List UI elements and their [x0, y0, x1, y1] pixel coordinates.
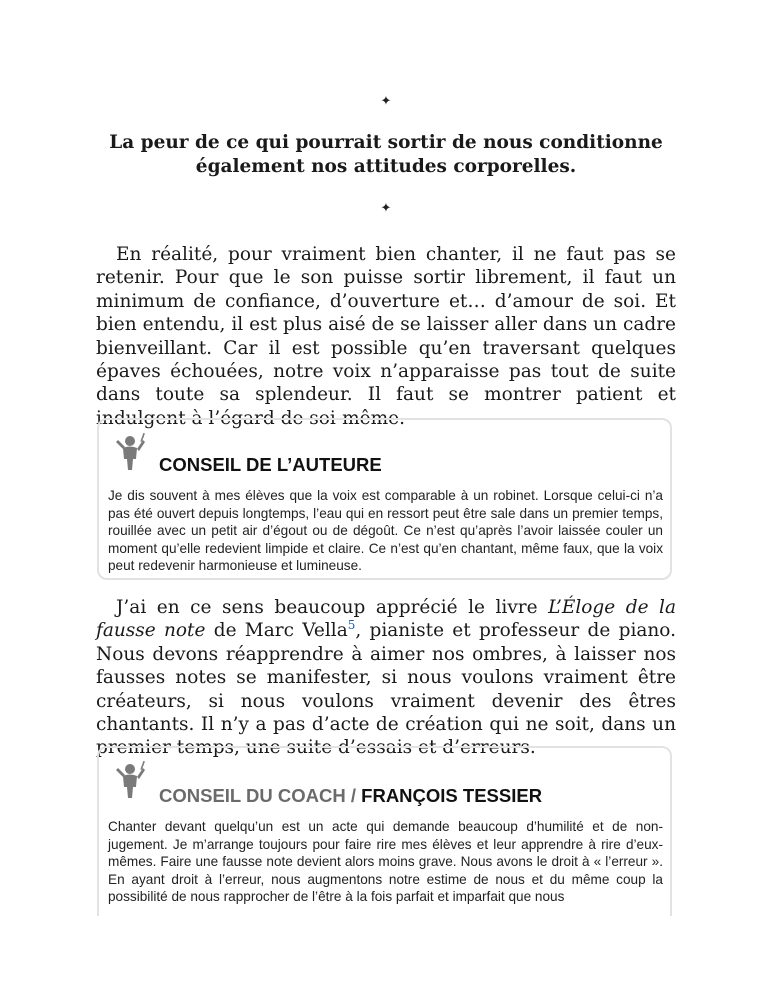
ornament-bottom: ✦ — [380, 201, 392, 216]
paragraph-2-text: , pianiste et professeur de piano. Nous devons réapprendre à aimer nos ombres, à laisser nos fausses notes se manifester, si nous voulons vraiment être créateurs, si nous voulons vraiment devenir des êtres chantants. Il n’y a pas d’acte de création qui ne soit, dans un premier temps, une suite d’essais et d’erreurs. — [96, 620, 676, 759]
author-tip-title: CONSEIL DE L’AUTEURE — [159, 454, 382, 475]
coach-tip-box — [97, 746, 672, 916]
ornament-top: ✦ — [380, 94, 392, 109]
conductor-icon — [113, 760, 147, 800]
coach-tip-body: Chanter devant quelqu’un est un acte qui demande beaucoup d’humilité et de non-jugement. Je m’arrange toujours pour faire rire mes élèves et leur apprendre à rire d’eux-mêmes. Faire une fausse note devient alors moins grave. Nous avons le droit à « l’erreur ». En ayant droit à l’erreur, nous augmentons notre estime de nous et du même coup la possibilité de nous rapprocher de l’être à la fois parfait et imparfait que nous — [108, 819, 663, 904]
coach-tip-title — [159, 785, 542, 807]
author-tip-body: Je dis souvent à mes élèves que la voix est comparable à un robinet. Lorsque celui-ci n’a pas été ouvert depuis longtemps, l’eau qui en ressort peut être sale dans un premier temps, rouillée avec un petit air d’égout ou de dégoût. Ce n’est qu’après l’avoir laissée couler un moment qu’elle redevient limpide et claire. Ce n’est qu’en chantant, même faux, que la voix peut redevenir harmonieuse et lumineuse. — [108, 488, 663, 573]
footnote-ref[interactable]: 5 — [347, 618, 356, 633]
paragraph-2 — [96, 596, 676, 760]
heading-line-1: La peur de ce qui pourrait sortir de nous conditionne — [109, 132, 663, 153]
paragraph-1-text: En réalité, pour vraiment bien chanter, il ne faut pas se retenir. Pour que le son puisse sortir librement, il faut un minimum de confiance, d’ouverture et… d’amour de soi. Et bien entendu, il est plus aisé de se laisser aller dans un cadre bienveillant. Car il est possible qu’en traversant quelques épaves échouées, notre voix n’apparaisse pas tout de suite dans toute sa splendeur. Il faut se montrer patient et indulgent à l’égard de soi-même. — [96, 244, 676, 429]
coach-name: FRANÇOIS TESSIER — [361, 785, 543, 806]
author-tip-box — [97, 418, 672, 580]
coach-tip-title-prefix: CONSEIL DU COACH / — [159, 785, 357, 806]
conductor-icon — [113, 432, 147, 472]
heading-line-2: également nos attitudes corporelles. — [195, 156, 577, 177]
paragraph-1 — [96, 243, 676, 430]
paragraph-2-intro: J’ai en ce sens beaucoup apprécié le livre — [116, 597, 549, 618]
book-title: L’Éloge de la fausse note — [96, 597, 676, 642]
paragraph-2-author: de Marc Vella — [205, 620, 348, 642]
section-heading — [96, 131, 676, 179]
